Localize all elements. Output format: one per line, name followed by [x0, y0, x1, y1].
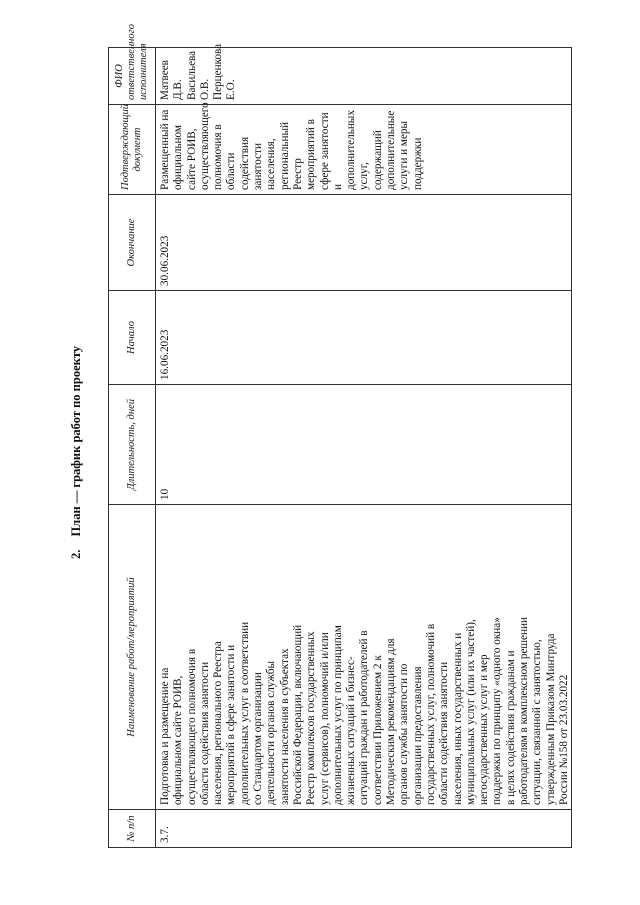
cell-start: 16.06.2023 — [156, 291, 572, 385]
text-line: в целях содействия гражданам и — [504, 650, 517, 805]
header-end: Окончание — [109, 195, 156, 291]
cell-doc — [156, 102, 572, 195]
text-line: Васильева О.В. — [185, 50, 211, 100]
cell-duration: 10 — [156, 385, 572, 505]
text-line: утвержденным Приказом Минтруда — [544, 633, 557, 805]
text-line: Методическим рекомендациям для — [385, 638, 398, 805]
table-row — [156, 48, 572, 848]
header-task: Наименование работ/мероприятий — [109, 505, 156, 810]
header-owner: ФИО ответственного исполнителя — [109, 48, 156, 105]
cell-task — [156, 505, 572, 810]
text-line: деятельности органов службы — [265, 660, 278, 805]
text-line: занятости — [252, 143, 265, 190]
text-line: Реестр — [291, 158, 304, 190]
section-title: План — график работ по проекту — [69, 345, 83, 537]
header-duration: Длительность, дней — [109, 385, 156, 505]
text-line: поддержки по принципу «одного окна» — [491, 617, 504, 805]
text-line: занятости населения в субъектах — [278, 648, 291, 805]
text-line: Матвеев Д.В. — [159, 60, 185, 100]
text-line: организации предоставления — [411, 666, 424, 805]
text-line: поддержки — [411, 137, 424, 190]
text-line: содержащий — [371, 130, 384, 190]
section-number: 2. — [69, 549, 83, 560]
header-start: Начало — [109, 291, 156, 385]
text-line: региональный — [278, 122, 291, 190]
text-line: полномочия в — [212, 124, 225, 190]
text-line: органов службы занятости по — [398, 663, 411, 805]
text-line: Перценкова Е.О. — [212, 43, 238, 100]
text-line: области содействия занятости — [438, 661, 451, 805]
text-line: со Стандартом организации — [252, 672, 265, 805]
text-line: России №158 от 23.03.2022 — [557, 674, 570, 805]
text-line: мероприятий в — [305, 119, 318, 190]
cell-end: 30.06.2023 — [156, 195, 572, 291]
text-line: дополнительных — [345, 110, 358, 190]
text-line: соответствии Приложением 2 к — [371, 655, 384, 805]
text-line: области содействия занятости — [198, 661, 211, 805]
text-line: области — [225, 152, 238, 190]
text-line: официальном сайте РОИВ, — [172, 675, 185, 805]
text-line: сфере занятости и — [318, 112, 344, 190]
text-line: негосударственных услуг и мер — [478, 654, 491, 805]
text-line: услуги и меры — [398, 120, 411, 190]
text-line: Российской Федерации, включающий — [291, 624, 304, 805]
text-line: населения, иных государственных и — [451, 632, 464, 805]
text-line: осуществляющего полномочия в — [185, 648, 198, 805]
section-heading — [68, 0, 84, 905]
text-line: официальном — [172, 125, 185, 190]
text-line: работодателям в комплексном решении — [518, 617, 531, 805]
table-header-row — [109, 48, 156, 848]
text-line: Размещенный на — [159, 109, 171, 190]
text-line: содействия — [238, 136, 251, 190]
text-line: Подготовка и размещение на — [159, 667, 171, 805]
work-plan-table — [108, 24, 572, 848]
text-line: ситуации, связанной с занятостью, — [531, 639, 544, 805]
text-line: ситуаций граждан и работодателей в — [358, 630, 371, 805]
header-num: № п/п — [109, 810, 156, 848]
text-line: дополнительные — [385, 110, 398, 190]
text-line: населения, регионального Реестра — [212, 641, 225, 805]
text-line: осуществляющего — [198, 102, 211, 190]
cell-owner — [156, 43, 572, 105]
text-line: услуг (сервисов), полномочий и/или — [318, 632, 331, 805]
text-line: дополнительных услуг в соответствии — [238, 621, 251, 805]
text-line: жизненных ситуаций и бизнес- — [345, 656, 358, 805]
text-line: муниципальных услуг (или их частей), — [464, 619, 477, 805]
text-line: населения, — [265, 138, 278, 190]
text-line: государственных услуг, полномочий в — [424, 623, 437, 805]
text-line: дополнительных услуг по принципам — [331, 625, 344, 805]
text-line: мероприятий в сфере занятости и — [225, 644, 238, 805]
header-doc: Подтверждающий документ — [109, 105, 156, 195]
text-line: услуг, — [358, 162, 371, 190]
text-line: Реестр комплексов государственных — [305, 631, 318, 805]
cell-num: 3.7. — [156, 810, 572, 848]
text-line: сайте РОИВ, — [185, 128, 198, 190]
